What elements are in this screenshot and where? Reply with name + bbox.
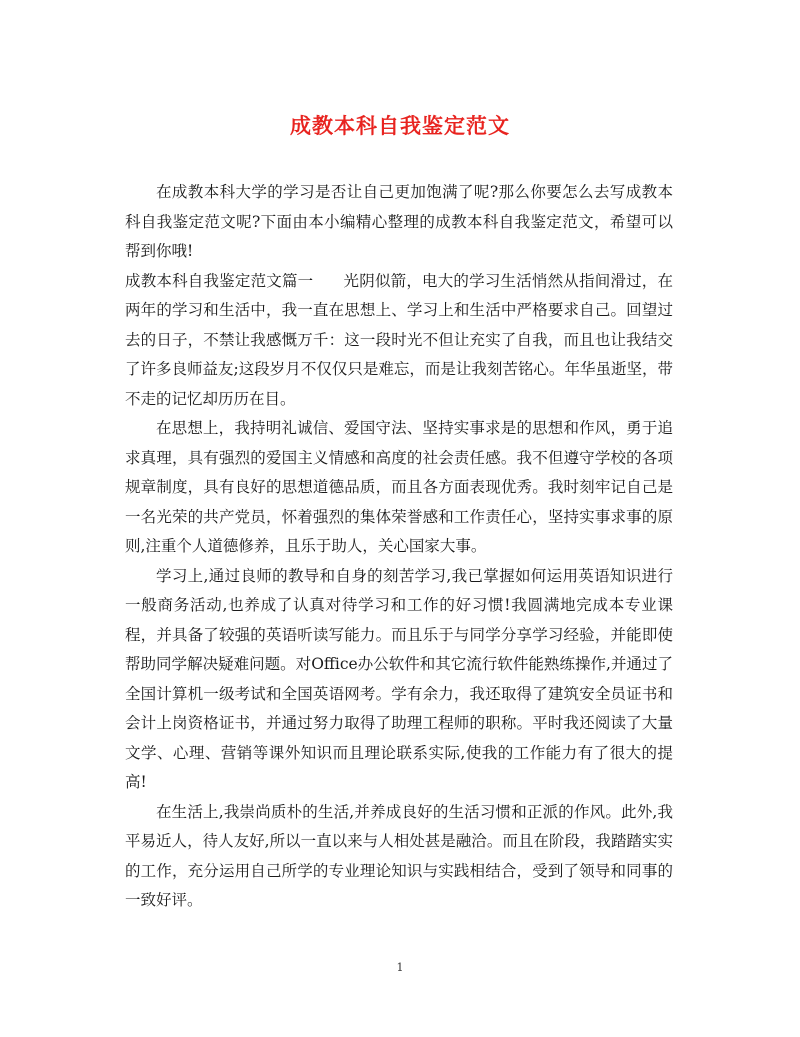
section-text-1: 光阴似箭，电大的学习生活悄然从指间滑过，在两年的学习和生活中，我一直在思想上、学习上和生活中严格要求自己。回望过去的日子，不禁让我感慨万千：这一段时光不但让充实了自我，而且也让我结交了许多良师益友;这段岁月不仅仅只是难忘，而是让我刻苦铭心。年华虽逝坚，带不走的记忆却历历在目。 xyxy=(125,271,673,408)
body-paragraph-2: 在思想上，我持明礼诚信、爱国守法、坚持实事求是的思想和作风，勇于追求真理，具有强烈的爱国主义情感和高度的社会责任感。我不但遵守学校的各项规章制度，具有良好的思想道德品质，而且各方面表现优秀。我时刻牢记自己是一名光荣的共产党员，怀着强烈的集体荣誉感和工作责任心，坚持实事求事的原则,注重个人道德修养，且乐于助人，关心国家大事。 xyxy=(125,419,673,555)
section-heading: 成教本科自我鉴定范文篇一 xyxy=(125,271,314,290)
intro-paragraph: 在成教本科大学的学习是否让自己更加饱满了呢?那么你要怎么去写成教本科自我鉴定范文呢?下面由本小编精心整理的成教本科自我鉴定范文，希望可以帮到你哦! xyxy=(125,183,673,260)
body-paragraph-3: 学习上,通过良师的教导和自身的刻苦学习,我已掌握如何运用英语知识进行一般商务活动,也养成了认真对待学习和工作的好习惯!我圆满地完成本专业课程，并具备了较强的英语听读写能力。而且乐于与同学分享学习经验，并能即使帮助同学解决疑难问题。对Office办公软件和其它流行软件能熟练操作,并通过了全国计算机一级考试和全国英语网考。学有余力，我还取得了建筑安全员证书和会计上岗资格证书，并通过努力取得了助理工程师的职称。平时我还阅读了大量文学、心理、营销等课外知识而且理论联系实际,使我的工作能力有了很大的提高! xyxy=(125,566,673,791)
section-paragraph-1 xyxy=(125,267,673,415)
document-title: 成教本科自我鉴定范文 xyxy=(290,114,510,138)
page-number: 1 xyxy=(396,961,404,974)
body-paragraph-4: 在生活上,我崇尚质朴的生活,并养成良好的生活习惯和正派的作风。此外,我平易近人，待人友好,所以一直以来与人相处甚是融洽。而且在阶段，我踏踏实实的工作，充分运用自己所学的专业理论知识与实践相结合，受到了领导和同事的一致好评。 xyxy=(125,802,673,909)
document-body xyxy=(125,178,673,916)
